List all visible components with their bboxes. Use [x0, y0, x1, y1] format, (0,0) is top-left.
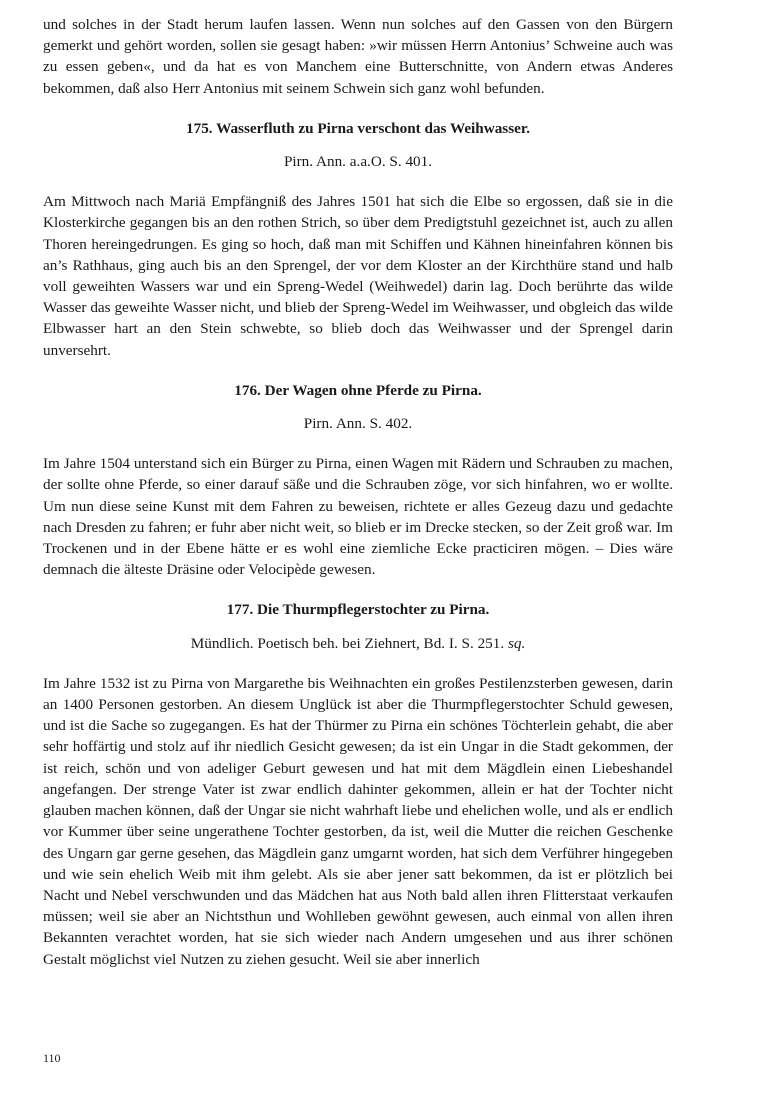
section-176-paragraph: Im Jahre 1504 unterstand sich ein Bürger zu Pirna, einen Wagen mit Rädern und Schrauben zu machen, der sollte ohne Pferde, so einer darauf säße und die Schrauben zöge, vor sich hinfahren, wo er wollte. Um nun diese seine Kunst mit dem Fahren zu beweisen, richtete er alles Gezeug dazu und gedachte nach Dresden zu fahren; er fuhr aber nicht weit, so blieb er im Drecke stecken, so der Zeit groß war. Im Trockenen und in der Ebene hätte er es wohl eine ziemliche Ecke practiciren mögen. – Dies wäre demnach die älteste Dräsine oder Velocipède gewesen.: [43, 455, 673, 579]
section-175-title: 175. Wasserfluth zu Pirna verschont das Weihwasser.: [186, 119, 530, 137]
intro-paragraph: und solches in der Stadt herum laufen lassen. Wenn nun solches auf den Gassen von den Bürgern gemerkt und gehört worden, sollen sie gesagt haben: »wir müssen Herrn Antonius’ Schweine auch was zu essen geben«, und da hat es von Manchem eine Butterschnitte, von Andern etwas Anderes bekommen, daß also Herr Antonius mit seinem Schwein sich ganz wohl befunden.: [43, 16, 673, 97]
section-176-source-text: Pirn. Ann. S. 402.: [303, 415, 413, 433]
page-number: 110: [43, 1051, 61, 1065]
section-177-paragraph: Im Jahre 1532 ist zu Pirna von Margarethe bis Weihnachten ein großes Pestilenzsterben gewesen, darin an 1400 Personen gestorben. An diesem Unglück ist aber die Thurmpflegerstochter Schuld gewesen, und ist die Sache so zugegangen. Es hat der Thürmer zu Pirna ein schönes Töchterlein gehabt, die aber sehr hoffärtig und stolz auf ihr niedlich Gesicht gewesen; da ist ein Ungar in die Stadt gekommen, der ist reich, schön und von adeliger Geburt gewesen und hat mit dem Mägdlein einen Liebeshandel angefangen. Der strenge Vater ist zwar endlich dahinter gekommen, allein er hat der Tochter nicht glauben machen können, daß der Ungar sie nicht wahrhaft liebe und ehelichen wolle, und als er endlich vor Kummer über seine ungerathene Tochter gestorben, da ist, weil die Mutter die reichen Geschenke des Ungarn gar gerne gesehen, das Mägdlein ganz umgarnt worden, hat sich dem Verführer hingegeben und wie sein ehelich Weib mit ihm gelebt. Als sie aber jener satt bekommen, da ist er plötzlich bei Nacht und Nebel verschwunden und das Mädchen hat aus Noth bald allen ihren Flitterstaat verkaufen müssen; weil sie aber an Nichtsthun und Wohlleben gewöhnt gewesen, auch einmal von allen ihren Bekannten verachtet worden, hat sie sich wieder nach Andern umgesehen und aus ihrer schönen Gestalt möglichst viel Nutzen zu ziehen gesucht. Weil sie aber innerlich: [43, 674, 673, 968]
section-177-source: [43, 633, 673, 654]
section-177-title: 177. Die Thurmpflegerstochter zu Pirna.: [226, 601, 490, 619]
section-175-paragraph: Am Mittwoch nach Mariä Empfängniß des Jahres 1501 hat sich die Elbe so ergossen, daß sie in die Klosterkirche gegangen bis an den rothen Strich, so über dem Predigtstuhl gezeichnet ist, auch zu allen Thoren hereingedrungen. Es ging so hoch, daß man mit Schiffen und Kähnen hineinfahren können bis an’s Rathhaus, ging auch bis an den Sprengel, der vor dem Kloster an der Kirchthüre stand und halb voll geweihten Wassers war und ein Spreng-Wedel (Weihwedel) darin lag. Doch berührte das wilde Wasser das geweihte Wasser nicht, und blieb der Spreng-Wedel im Weihwasser, und obgleich das wilde Elbwasser hart an den Stein schwebte, so blieb doch das Weihwasser und der Sprengel darin unversehrt.: [43, 193, 673, 359]
section-175-source-text: Pirn. Ann. a.a.O. S. 401.: [283, 153, 433, 171]
section-177-source-text: Mündlich. Poetisch beh. bei Ziehnert, Bd. I. S. 251.: [190, 634, 508, 652]
section-176-title: 176. Der Wagen ohne Pferde zu Pirna.: [234, 381, 482, 399]
section-175-source: [43, 151, 673, 172]
section-177-source-suffix: sq.: [507, 634, 526, 652]
section-176-source: [43, 413, 673, 434]
text-column: [43, 14, 673, 970]
